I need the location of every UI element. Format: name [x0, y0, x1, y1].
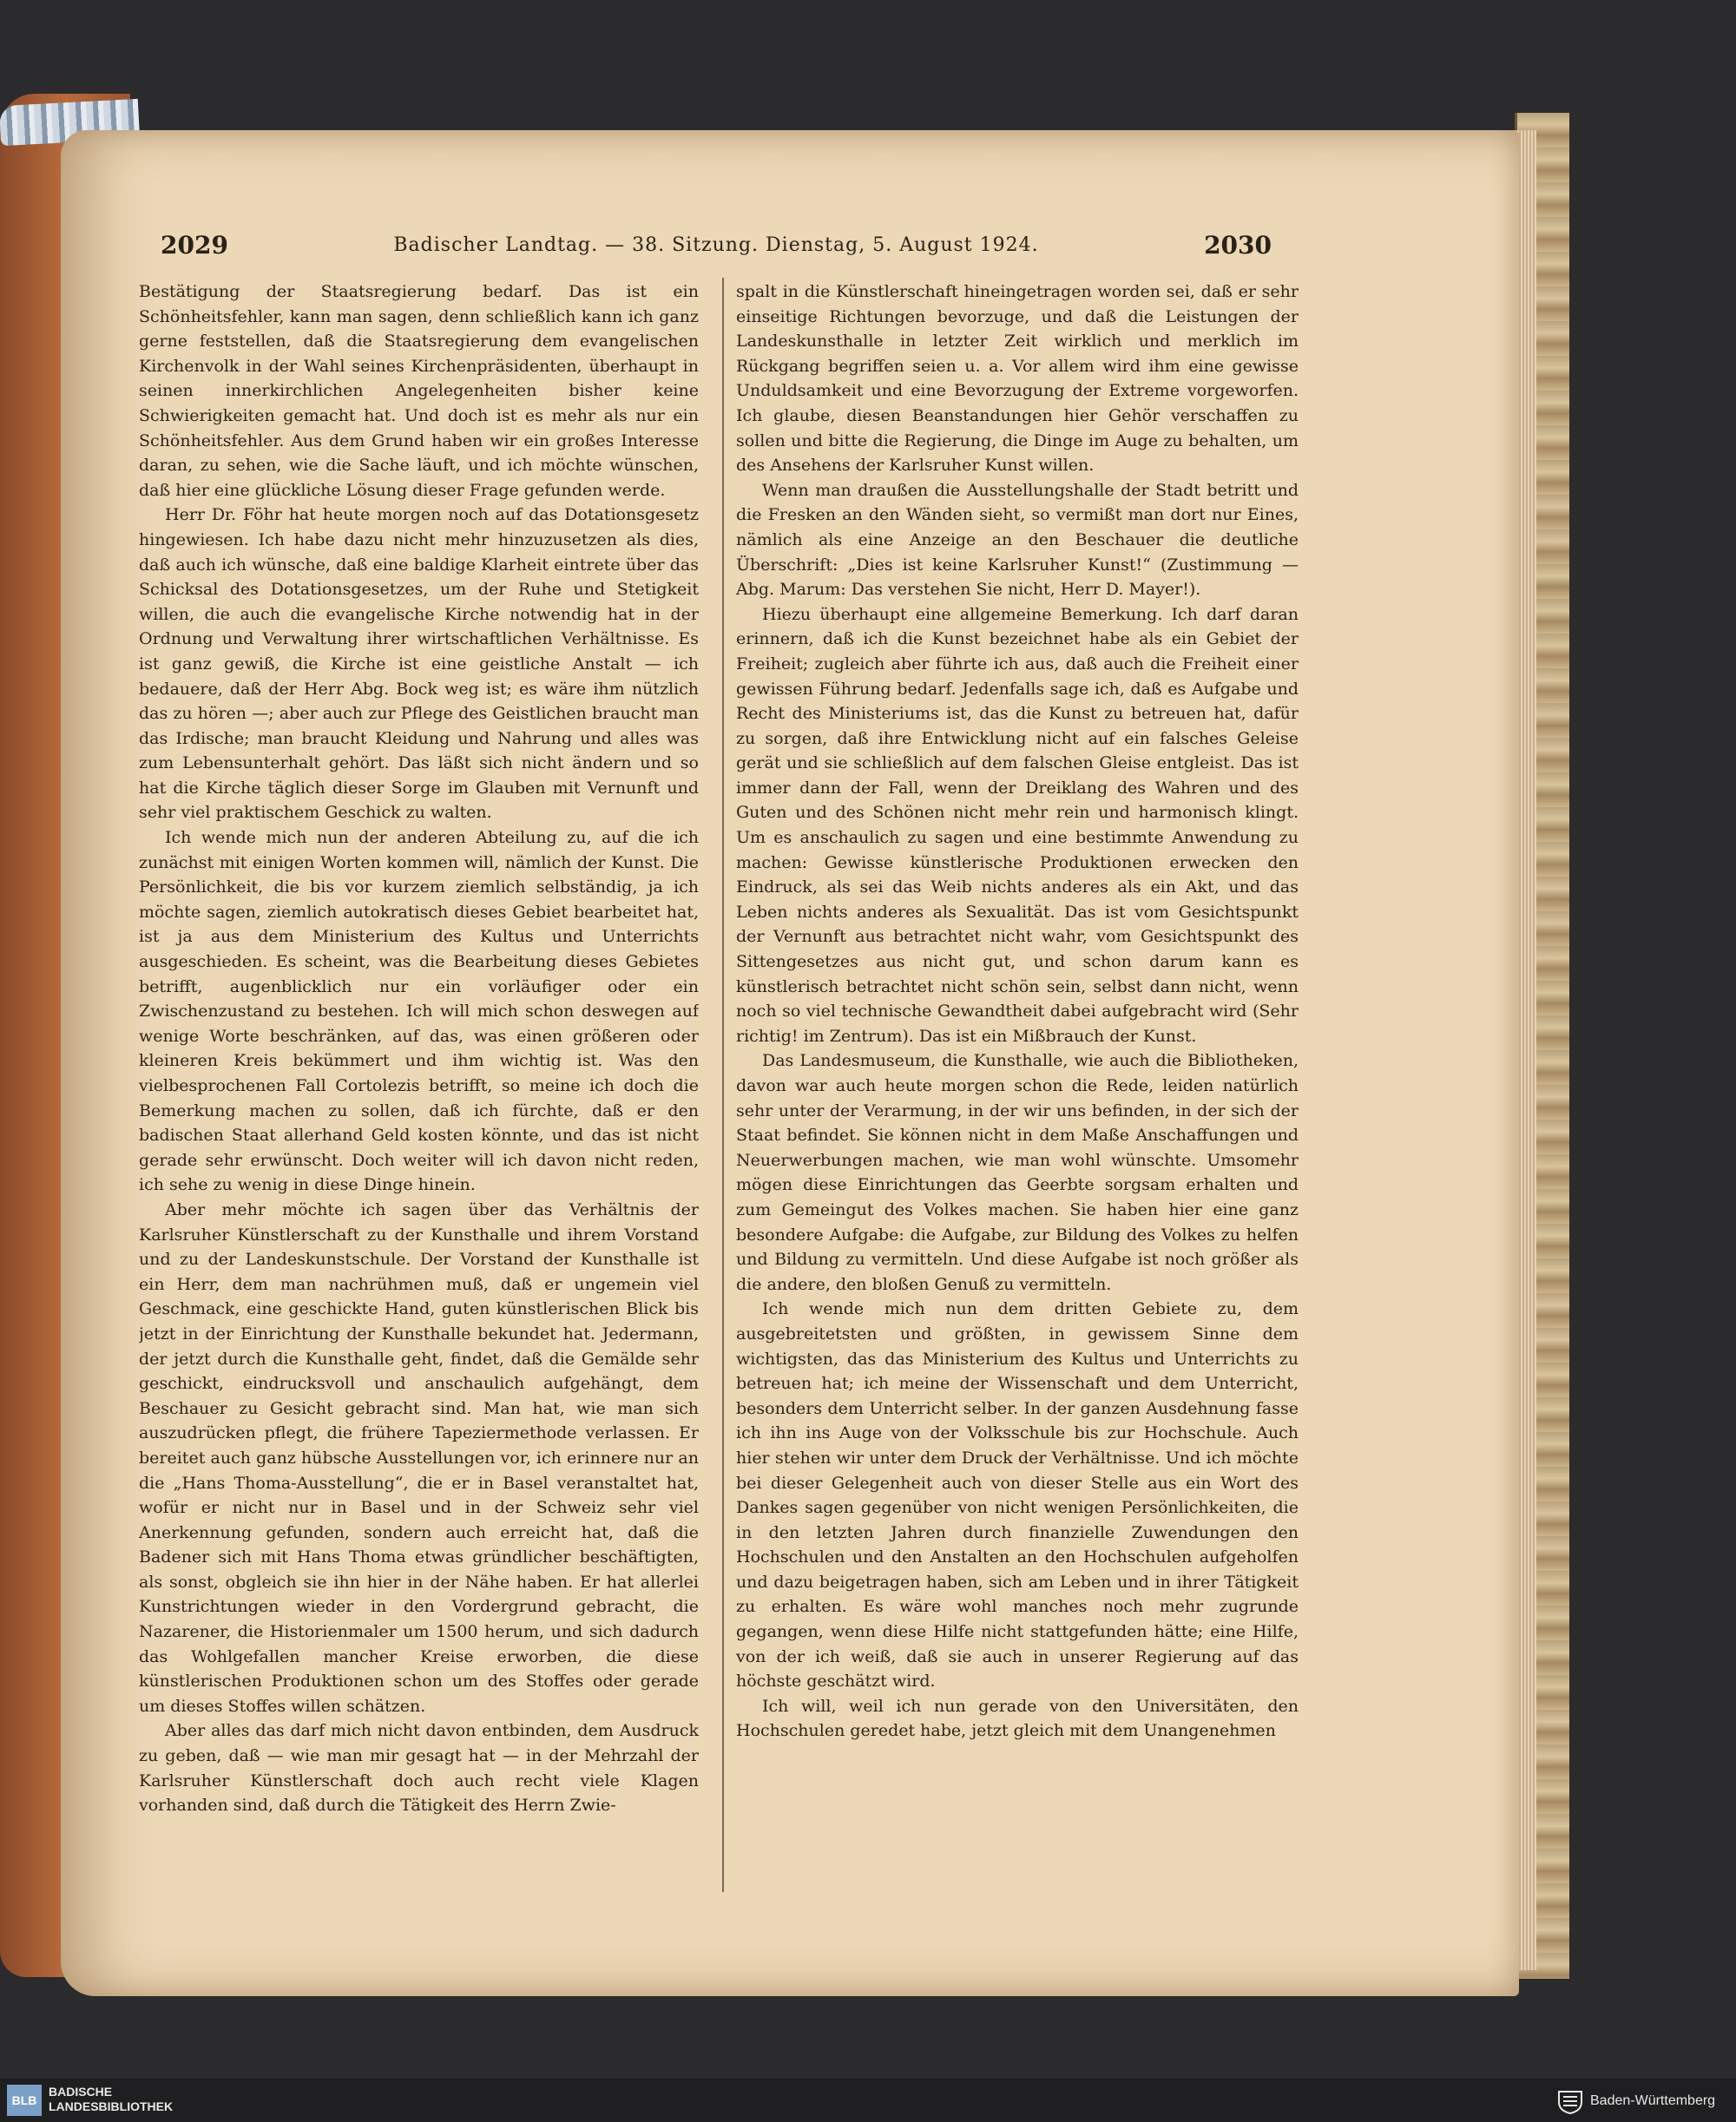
page-number-left: 2029 [161, 231, 228, 260]
paragraph: Das Landesmuseum, die Kunsthalle, wie auch die Bibliotheken, davon war auch heute morgen schon die Rede, leiden natürlich sehr unter der Verarmung, in der wir uns befinden, in der sich der Staat befindet. Sie können nicht in dem Maße Anschaffungen und Neuerwerbungen machen, wie man wohl wünschte. Umsomehr mögen diese Einrichtungen das Geerbte sorgsam erhalten und zum Gemeingut des Volkes machen. Sie haben hier eine ganz besondere Aufgabe: die Aufgabe, zur Bildung des Volkes zu helfen und Bildung zu vermitteln. Und diese Aufgabe ist noch größer als die andere, den bloßen Genuß zu vermitteln. [736, 1051, 1299, 1294]
paragraph: Hiezu überhaupt eine allgemeine Bemerkung. Ich darf daran erinnern, daß ich die Kunst bezeichnet habe als ein Gebiet der Freiheit; zugleich aber führte ich aus, daß auch die Freiheit einer gewissen Führung bedarf. Jedenfalls sage ich, daß es Aufgabe und Recht des Ministeriums ist, das die Kunst zu betreuen hat, dafür zu sorgen, daß ihre Entwicklung nicht auf ein falsches Geleise gerät und sie schließlich auf dem falschen Gleise entgleist. Das ist immer dann der Fall, wenn der Dreiklang des Wahren und des Guten und des Schönen nicht mehr rein und harmonisch klingt. Um es anschaulich zu sagen und eine bestimmte Anwendung zu machen: Gewisse künstlerische Produktionen erwecken den Eindruck, als sei das Weib nichts anderes als ein Akt, und das Leben nichts anderes als Sexualität. Das ist vom Gesichtspunkt der Vernunft aus betrachtet nicht wahr, vom Gesichtspunkt des Sittengesetzes aus nicht gut, und schon darum kann es künstlerisch betrachtet nicht schön sein, selbst dann nicht, wenn noch so viel technische Gewandtheit dabei aufgebracht wird (Sehr richtig! im Zentrum). Das ist ein Mißbrauch der Kunst. [736, 604, 1299, 1046]
running-title: Badischer Landtag. — 38. Sitzung. Dienstag, 5. August 1924. [393, 234, 1039, 256]
library-name-line2: LANDESBIBLIOTHEK [49, 2099, 174, 2113]
column-divider [722, 278, 724, 1892]
state-coat-of-arms-icon [1555, 2088, 1585, 2114]
text-column-left [139, 279, 699, 1894]
library-name [49, 2085, 173, 2114]
paragraph: Ich wende mich nun dem dritten Gebiete zu, dem ausgebreitetsten und größten, in gewissem Sinne dem wichtigsten, das das Ministerium des Kultus und Unterrichts zu betreuen hat; ich meine der Wissenschaft und dem Unterricht, besonders dem Unterricht selber. In der ganzen Ausdehnung fasse ich ihn ins Auge von der Volksschule bis zur Hochschule. Auch hier stehen wir unter dem Druck der Verhältnisse. Und ich möchte bei dieser Gelegenheit auch von dieser Stelle aus ein Wort des Dankes sagen gegenüber von nicht wenigen Persönlichkeiten, die in den letzten Jahren durch finanzielle Zuwendungen den Hochschulen und den Anstalten an den Hochschulen aufgeholfen und dazu beigetragen haben, sich am Leben und in ihrer Tätigkeit zu erhalten. Es wäre wohl manches noch mehr zugrunde gegangen, wenn diese Hilfe nicht stattgefunden hätte; eine Hilfe, von der ich weiß, daß sie auch in unserer Regierung auf das höchste geschätzt wird. [736, 1299, 1299, 1692]
paragraph: Ich wende mich nun der anderen Abteilung zu, auf die ich zunächst mit einigen Worten kommen will, nämlich der Kunst. Die Persönlichkeit, die bis vor kurzem ziemlich selbständig, ja ich möchte sagen, ziemlich autokratisch dieses Gebiet bearbeitet hat, ist ja aus dem Ministerium des Kultus und Unterrichts ausgeschieden. Es scheint, was die Bearbeitung dieses Gebietes betrifft, augenblicklich nur ein vorläufiger oder ein Zwischenzustand zu bestehen. Ich will mich schon deswegen auf wenige Worte beschränken, auf das, was einen größeren oder kleineren Kreis bekümmert und ihm wichtig ist. Was den vielbesprochenen Fall Cortolezis betrifft, so meine ich doch die Bemerkung machen zu sollen, daß ich fürchte, daß er den badischen Staat allerhand Geld kosten könnte, und das ist nicht gerade sehr erwünscht. Doch weiter will ich davon nicht reden, ich sehe zu wenig in diese Dinge hinein. [139, 828, 699, 1195]
paragraph: spalt in die Künstlerschaft hineingetragen worden sei, daß er sehr einseitige Richtungen bevorzuge, und daß die Leistungen der Landeskunsthalle in letzter Zeit wirklich und merklich im Rückgang begriffen seien u. a. Vor allem wird ihm eine gewisse Unduldsamkeit und eine Bevorzugung der Extreme vorgeworfen. Ich glaube, diesen Beanstandungen hier Gehör verschaffen zu sollen und bitte die Regierung, die Dinge im Auge zu behalten, um des Ansehens der Karlsruher Kunst willen. [736, 282, 1299, 476]
paragraph: Aber alles das darf mich nicht davon entbinden, dem Ausdruck zu geben, daß — wie man mir gesagt hat — in der Mehrzahl der Karlsruher Künstlerschaft doch auch recht viele Klagen vorhanden sind, daß durch die Tätigkeit des Herrn Zwie- [139, 1721, 699, 1816]
library-name-line1: BADISCHE [49, 2085, 113, 2099]
text-column-right [736, 279, 1299, 1894]
page-number-right: 2030 [1204, 231, 1272, 260]
state-name: Baden-Württemberg [1590, 2093, 1716, 2108]
page-header [161, 231, 1272, 266]
paragraph: Ich will, weil ich nun gerade von den Universitäten, den Hochschulen geredet habe, jetzt gleich mit dem Unangenehmen [736, 1696, 1299, 1741]
paragraph: Bestätigung der Staatsregierung bedarf. Das ist ein Schönheitsfehler, kann man sagen, denn schließlich kann ich ganz gerne feststellen, daß die Staatsregierung dem evangelischen Kirchenvolk in der Wahl seines Kirchenpräsidenten, überhaupt in seinen innerkirchlichen Angelegenheiten bisher keine Schwierigkeiten gemacht hat. Und doch ist es mehr als nur ein Schönheitsfehler. Aus dem Grund haben wir ein großes Interesse daran, zu sehen, wie die Sache läuft, und ich möchte wünschen, daß hier eine glückliche Lösung dieser Frage gefunden werde. [139, 282, 699, 500]
paragraph: Aber mehr möchte ich sagen über das Verhältnis der Karlsruher Künstlerschaft zu der Kunsthalle und ihrem Vorstand und zu der Landeskunstschule. Der Vorstand der Kunsthalle ist ein Herr, dem man nachrühmen muß, daß er ungemein viel Geschmack, eine geschickte Hand, guten künstlerischen Blick bis jetzt in der Einrichtung der Kunsthalle bekundet hat. Jedermann, der jetzt durch die Kunsthalle geht, findet, daß die Gemälde sehr geschickt, eindrucksvoll und anschaulich aufgehängt, dem Beschauer zu Gesicht gebracht sind. Man hat, wie man sich auszudrücken pflegt, die frühere Tapeziermethode verlassen. Er bereitet auch ganz hübsche Ausstellungen vor, ich erinnere nur an die „Hans Thoma-Ausstellung“, die er in Basel veranstaltet hat, wofür er nicht nur in Basel und in der Schweiz sehr viel Anerkennung gefunden, sondern auch erreicht hat, daß die Badener sich mit Hans Thoma etwas gründlicher beschäftigten, als sonst, obgleich sie ihn hier in der Nähe haben. Er hat allerlei Kunstrichtungen wieder in den Vordergrund gebracht, die Nazarener, die Historienmaler um 1500 herum, und sich dadurch das Wohlgefallen mancher Kreise erworben, die diese künstlerischen Produktionen schon um des Stoffes oder gerade um dieses Stoffes willen schätzen. [139, 1199, 699, 1716]
paragraph: Wenn man draußen die Ausstellungshalle der Stadt betritt und die Fresken an den Wänden sieht, so vermißt man dort nur Eines, nämlich als eine Anzeige an den Beschauer die deutliche Überschrift: „Dies ist keine Karlsruher Kunst!“ (Zustimmung — Abg. Marum: Das verstehen Sie nicht, Herr D. Mayer!). [736, 480, 1299, 600]
blb-logo: BLB [7, 2085, 42, 2116]
paragraph: Herr Dr. Föhr hat heute morgen noch auf das Dotationsgesetz hingewiesen. Ich habe dazu nicht mehr hinzuzusetzen als dies, daß auch ich wünsche, daß eine baldige Klarheit eintrete über das Schicksal des Dotationsgesetzes, um der Ruhe und Stetigkeit willen, die auch die evangelische Kirche notwendig hat in der Ordnung und Verwaltung ihrer wirtschaftlichen Verhältnisse. Es ist ganz gewiß, die Kirche ist eine geistliche Anstalt — ich bedauere, daß der Herr Abg. Bock weg ist; es wäre ihm nützlich das zu hören —; aber auch zur Pflege des Geistlichen braucht man das Irdische; man braucht Kleidung und Nahrung und alles was zum Lebensunterhalt gehört. Das läßt sich nicht ändern und so hat die Kirche täglich dieser Sorge im Glauben mit Vernunft und sehr viel praktischem Geschick zu walten. [139, 505, 699, 823]
footer-bar [0, 2079, 1736, 2122]
